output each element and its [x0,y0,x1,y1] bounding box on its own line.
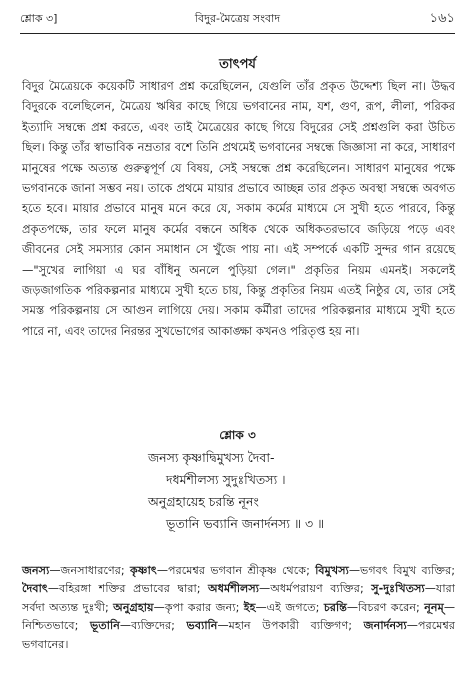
synonym-entry [315,564,455,577]
synonym-term: ভব্যানি [186,619,218,633]
verse-label: শ্লোক ৩ [219,428,256,442]
synonym-meaning: —মহান উপকারী ব্যক্তিগণ; [217,619,364,633]
synonym-meaning: —ভগবৎ বিমুখ ব্যক্তির; [348,564,455,577]
purport-body [22,76,455,341]
synonym-entry [22,564,130,577]
synonym-term: নূনম্ [424,600,444,614]
verse-line-1: জনস্য কৃষ্ণাদ্বিমুখস্য দৈবা- [148,450,275,465]
synonym-term: জনার্দনস্য [363,619,407,633]
synonym-meaning: —নিশ্চিতভাবে; [22,600,455,633]
page-number: ১৬১ [429,11,455,26]
header-verse-ref: শ্লোক ৩] [20,12,58,25]
synonym-meaning: —এই জগতে; [255,600,324,614]
synonym-term: ইহ [243,600,256,614]
purport-paragraph: বিদুর মৈত্রেয়কে কয়েকটি সাধারণ প্রশ্ন করেছিলেন, যেগুলি তাঁর প্রকৃত উদ্দেশ্য ছিল না। উদ্ধব বিদুরকে বলেছিলেন, মৈত্রেয় ঋষির কাছে গিয়ে ভগবানের নাম, যশ, গুণ, রূপ, লীলা, পরিকর ইত্যাদি সম্বন্ধে প্রশ্ন করতে, এবং তাই মৈত্রেয়ের কাছে গিয়ে বিদুরের সেই প্রশ্নগুলি করা উচিত ছিল। কিন্তু তাঁর স্বাভাবিক নম্রতার বশে তিনি প্রথমেই ভগবানের সম্বন্ধে জিজ্ঞাসা না করে, সাধারণ মানুষের পক্ষে অত্যন্ত গুরুত্বপূর্ণ যে বিষয়, সেই সম্বন্ধে প্রশ্ন করেছিলেন। সাধারণ মানুষের পক্ষে ভগবানকে জানা সম্ভব নয়। তাকে প্রথমে মায়ার প্রভাবে আচ্ছন্ন তার প্রকৃত অবস্থা সম্বন্ধে অবগত হতে হবে। মায়ার প্রভাবে মানুষ মনে করে যে, সকাম কর্মের মাধ্যমে সে সুখী হতে পারবে, কিন্তু প্রকৃতপক্ষে, তার ফলে মানুষ কর্মের বন্ধনে অধিক থেকে অধিকতরভাবে জড়িয়ে পড়ে এবং জীবনের সেই সমস্যার কোন সমাধান সে খুঁজে পায় না। এই সম্পর্কে একটি সুন্দর গান রয়েছে—"সুখের লাগিয়া এ ঘর বাঁধিনু অনলে পুড়িয়া গেল।" প্রকৃতির নিয়ম এমনই। সকলেই জড়জাগতিক পরিকল্পনার মাধ্যমে সুখী হতে চায়, কিন্তু প্রকৃতির নিয়ম এতই নিষ্ঠুর যে, তার সেই সমস্ত পরিকল্পনায় সে আগুন লাগিয়ে দেয়। সকাম কর্মীরা তাদের পরিকল্পনার মাধ্যমে সুখী হতে পারে না, এবং তাদের নিরন্তর সুখভোগের আকাঙ্ক্ষা কখনও পরিতৃপ্ত হয় না। [22,79,455,338]
synonym-entry [113,601,244,614]
synonym-entry [208,582,371,595]
header-chapter-title: বিদুর-মৈত্রেয় সংবাদ [194,12,281,25]
synonym-term: অনুগ্রহায় [113,600,154,614]
synonyms-paragraph [22,562,455,654]
verse-line-4: ভূতানি ভব্যানি জনার্দনস্য ॥ ৩ ॥ [166,516,325,531]
purport-title: তাৎপর্য [219,57,256,72]
synonym-meaning: —বহিরঙ্গা শক্তির প্রভাবের দ্বারা; [47,582,209,596]
synonym-entry [187,619,364,632]
synonym-term: চরন্তি [323,600,347,614]
verse-line-3: অনুগ্রহায়েহ চরন্তি নূনং [148,494,259,509]
verse-text [148,447,324,535]
synonym-term: সু-দুঃখিতস্য [371,582,425,596]
synonym-term: বিমুখস্য [315,564,349,577]
synonym-meaning: —ব্যক্তিদের; [119,619,187,633]
synonym-meaning: —বিচরণ করেন; [346,600,425,614]
synonym-term: জনস্য [22,564,50,577]
synonym-term: অধর্মশীলস্য [208,582,260,596]
synonym-meaning: —অধর্মপরায়ণ ব্যক্তির; [259,582,372,596]
synonym-meaning: —পরমেশ্বর ভগবান শ্রীকৃষ্ণ থেকে; [156,564,316,577]
header-divider [20,33,455,34]
synonym-meaning: —পরমেশ্বর ভগবানের। [22,619,455,651]
synonym-meaning: —জনসাধারণের; [49,564,131,577]
synonym-term: ভূতানি [90,619,120,633]
synonym-meaning: —কৃপা করার জন্য; [153,600,244,614]
synonym-entry [90,619,187,632]
synonym-entry [244,601,324,614]
synonym-meaning: —যারা সর্বদা অত্যন্ত দুঃখী; [22,582,455,614]
synonym-term: কৃষ্ণাৎ [130,564,157,577]
synonym-term: দৈবাৎ [22,582,48,596]
synonym-entry [130,564,315,577]
verse-line-2: দধর্মশীলস্য সুদুঃখিতস্য । [166,472,286,487]
synonym-entry [22,582,208,595]
synonym-entry [324,601,424,614]
page-header [20,6,455,32]
